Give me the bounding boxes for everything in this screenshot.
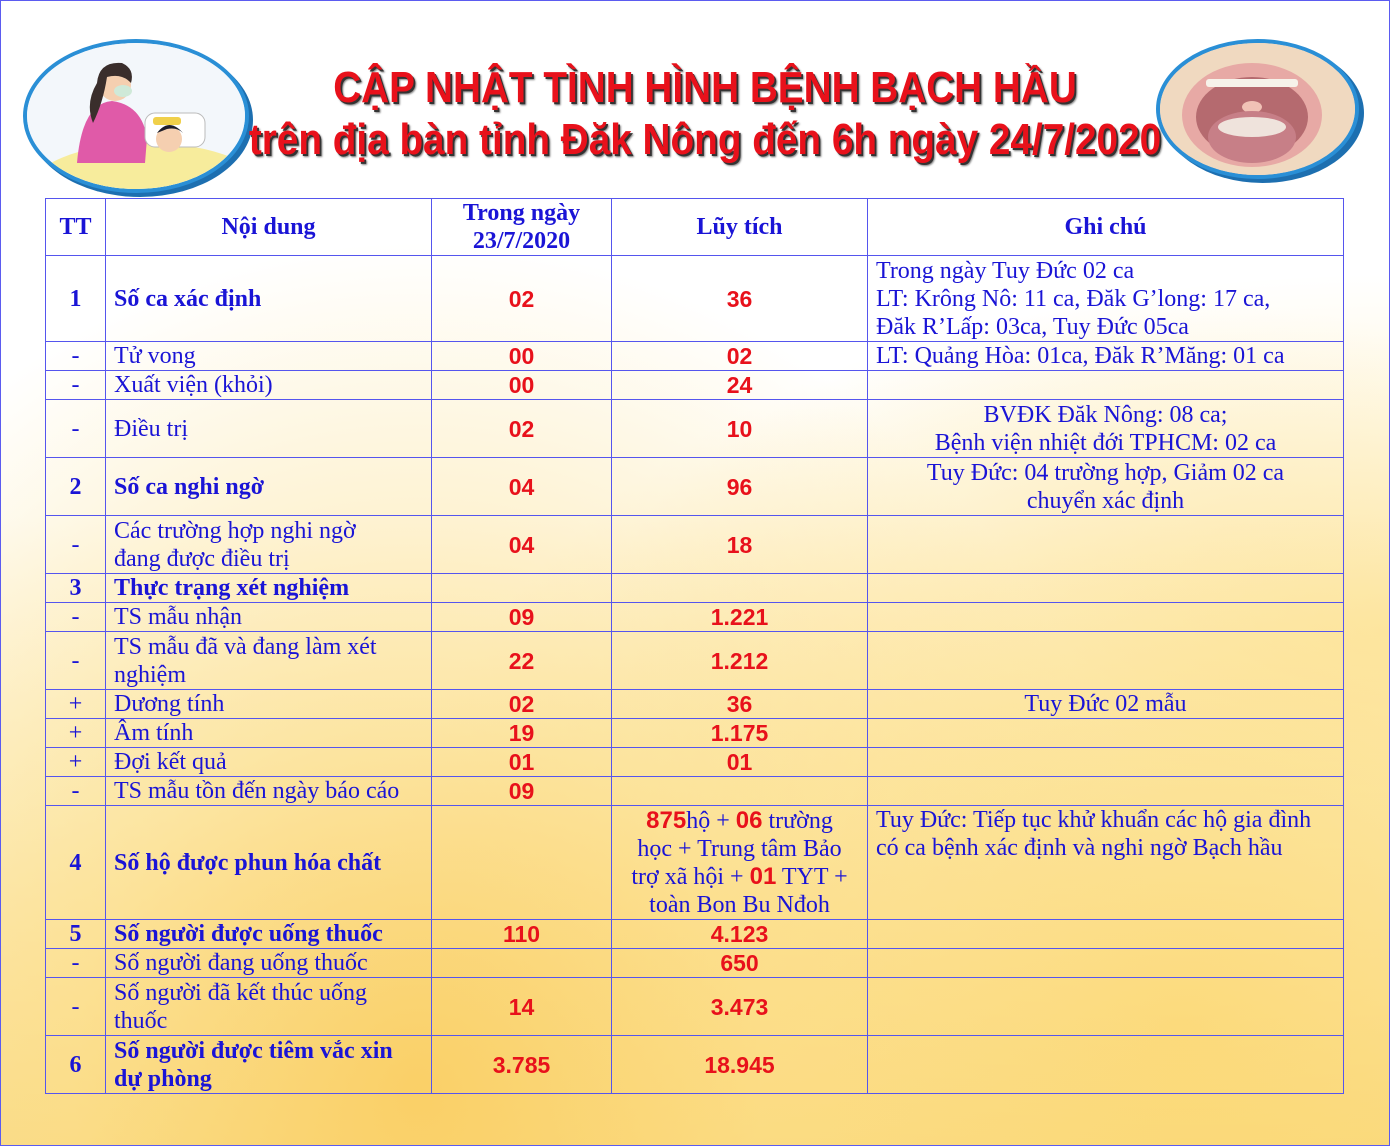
row-note: Tuy Đức: Tiếp tục khử khuẩn các hộ gia đình có ca bệnh xác định và nghi ngờ Bạch hầu [868,806,1344,920]
row-tt: - [46,949,106,978]
table-header-row [46,199,1344,256]
row-note [868,777,1344,806]
row-content: Số ca xác định [106,256,432,342]
row-content: Đợi kết quả [106,748,432,777]
row-content: TS mẫu đã và đang làm xét nghiệm [106,632,432,690]
table-row [46,574,1344,603]
table-row [46,400,1344,458]
row-today: 09 [432,777,612,806]
table-row [46,777,1344,806]
row-content: Dương tính [106,690,432,719]
row-tt: 4 [46,806,106,920]
row-cumulative: 1.212 [612,632,868,690]
row-content: Số người được uống thuốc [106,920,432,949]
row-today: 19 [432,719,612,748]
table-row [46,1036,1344,1094]
table-row [46,690,1344,719]
row-tt: - [46,400,106,458]
table-row [46,748,1344,777]
row-today: 00 [432,371,612,400]
row-cumulative: 18 [612,516,868,574]
row-tt: + [46,748,106,777]
row-note [868,603,1344,632]
row-today: 110 [432,920,612,949]
row-cumulative [612,777,868,806]
row-content: Tử vong [106,342,432,371]
row-today: 02 [432,400,612,458]
row-today: 04 [432,516,612,574]
row-cumulative: 1.221 [612,603,868,632]
row-tt: 2 [46,458,106,516]
row-today: 3.785 [432,1036,612,1094]
row-note: LT: Quảng Hòa: 01ca, Đăk R’Măng: 01 ca [868,342,1344,371]
row-cumulative: 1.175 [612,719,868,748]
row-note [868,949,1344,978]
row-note [868,978,1344,1036]
row-content: Số người được tiêm vắc xin dự phòng [106,1036,432,1094]
row-note [868,632,1344,690]
row-today: 02 [432,690,612,719]
page-subtitle: trên địa bàn tỉnh Đăk Nông đến 6h ngày 24/7/2020 [248,115,1162,164]
row-content: Số người đang uống thuốc [106,949,432,978]
header-today: Trong ngày 23/7/2020 [432,199,612,256]
header-cumulative: Lũy tích [612,199,868,256]
row-today: 00 [432,342,612,371]
row-today: 14 [432,978,612,1036]
row-cumulative: 24 [612,371,868,400]
row-content: Số ca nghi ngờ [106,458,432,516]
row-note: Tuy Đức 02 mẫu [868,690,1344,719]
row-content: Xuất viện (khỏi) [106,371,432,400]
row-note [868,574,1344,603]
table-row [46,342,1344,371]
row-cumulative: 10 [612,400,868,458]
row-content: Số người đã kết thúc uống thuốc [106,978,432,1036]
row-cumulative: 650 [612,949,868,978]
row-tt: 1 [46,256,106,342]
row-tt: - [46,371,106,400]
row-cumulative: 96 [612,458,868,516]
table-row [46,256,1344,342]
table-row [46,632,1344,690]
row-today: 04 [432,458,612,516]
table-row [46,806,1344,920]
diphtheria-status-table [45,198,1344,1094]
row-tt: - [46,603,106,632]
row-today [432,574,612,603]
row-cumulative [612,574,868,603]
row-cumulative: 01 [612,748,868,777]
row-tt: 3 [46,574,106,603]
table-row [46,458,1344,516]
row-cumulative: 3.473 [612,978,868,1036]
row-content: TS mẫu nhận [106,603,432,632]
row-content: TS mẫu tồn đến ngày báo cáo [106,777,432,806]
table-row [46,603,1344,632]
row-cumulative: 875hộ + 06 trường học + Trung tâm Bảo trợ xã hội + 01 TYT + toàn Bon Bu Nđoh [612,806,868,920]
row-tt: - [46,777,106,806]
row-cumulative: 36 [612,256,868,342]
page-title: CẬP NHẬT TÌNH HÌNH BỆNH BẠCH HẦU [333,63,1077,112]
table-row [46,949,1344,978]
row-tt: - [46,978,106,1036]
table-row [46,371,1344,400]
row-note [868,371,1344,400]
row-note [868,516,1344,574]
row-tt: + [46,690,106,719]
table-row [46,516,1344,574]
row-today: 01 [432,748,612,777]
row-content: Số hộ được phun hóa chất [106,806,432,920]
header-tt: TT [46,199,106,256]
row-tt: - [46,516,106,574]
row-content: Âm tính [106,719,432,748]
row-cumulative: 36 [612,690,868,719]
row-note: Tuy Đức: 04 trường hợp, Giảm 02 ca chuyển xác định [868,458,1344,516]
row-note [868,719,1344,748]
row-today [432,806,612,920]
row-note [868,920,1344,949]
row-content: Các trường hợp nghi ngờ đang được điều trị [106,516,432,574]
row-note: Trong ngày Tuy Đức 02 ca LT: Krông Nô: 11 ca, Đăk G’long: 17 ca, Đăk R’Lấp: 03ca, Tuy Đức 05ca [868,256,1344,342]
row-cumulative: 02 [612,342,868,371]
header-note: Ghi chú [868,199,1344,256]
table-row [46,719,1344,748]
row-content: Thực trạng xét nghiệm [106,574,432,603]
table-row [46,920,1344,949]
row-tt: 6 [46,1036,106,1094]
row-today [432,949,612,978]
row-today: 02 [432,256,612,342]
row-note [868,748,1344,777]
table-row [46,978,1344,1036]
row-note: BVĐK Đăk Nông: 08 ca; Bệnh viện nhiệt đới TPHCM: 02 ca [868,400,1344,458]
row-tt: - [46,342,106,371]
row-tt: - [46,632,106,690]
row-cumulative: 18.945 [612,1036,868,1094]
row-tt: + [46,719,106,748]
row-content: Điều trị [106,400,432,458]
row-today: 09 [432,603,612,632]
row-note [868,1036,1344,1094]
row-today: 22 [432,632,612,690]
header-content: Nội dung [106,199,432,256]
row-tt: 5 [46,920,106,949]
row-cumulative: 4.123 [612,920,868,949]
